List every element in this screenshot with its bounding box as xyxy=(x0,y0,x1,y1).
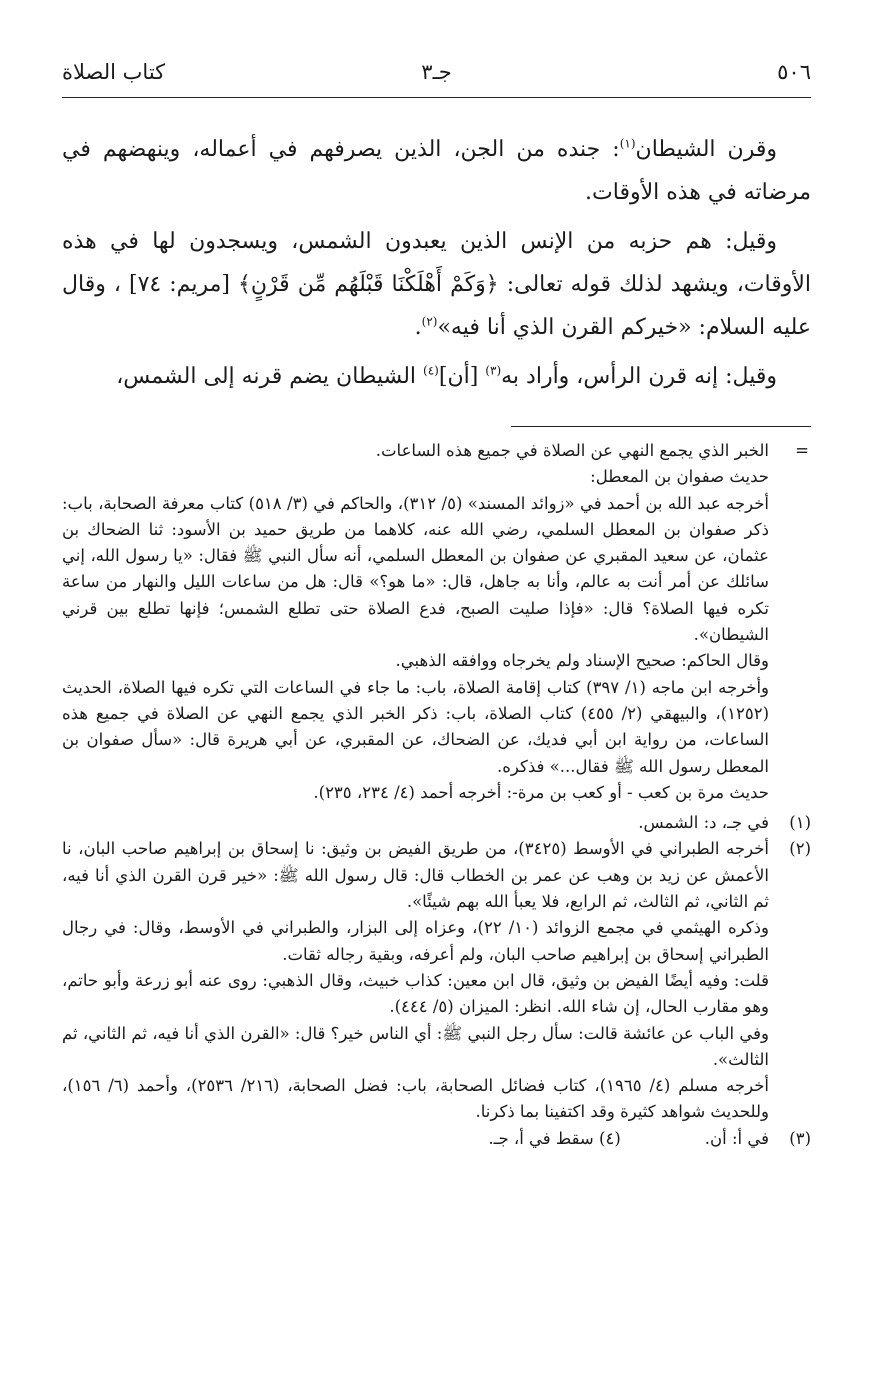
footnote-line: أخرجه عبد الله بن أحمد في «زوائد المسند» (٥/ ٣١٢)، والحاكم في (٣/ ٥١٨) كتاب معرفة الصحابة، باب: ذكر صفوان بن المعطل السلمي، رضي الله عنه، كلاهما من طريق حميد بن الأسود: ثنا الضحاك بن عثمان، عن سعيد المقبري عن صفوان بن المعطل السلمي، أنه سأل النبي ﷺ فقال: «يا رسول الله، إني سائلك عن أمر أنت به عالم، وأنا به جاهل، قال: «ما هو؟» قال: هل من ساعات الليل والنهار من ساعة تكره فيها الصلاة؟ قال: «فإذا صليت الصبح، فدع الصلاة حتى تطلع الشمس؛ فإنها تطلع بين قرني الشيطان». xyxy=(62,493,769,645)
continuation-mark: = xyxy=(795,441,809,460)
footnote-row xyxy=(62,1126,769,1152)
book-title: كتاب الصلاة xyxy=(62,60,166,84)
footnote-rule xyxy=(511,426,811,427)
footnotes xyxy=(62,438,811,1152)
paragraph xyxy=(62,128,811,214)
footnote-label: (٣) xyxy=(789,1128,811,1148)
footnote-2 xyxy=(62,836,811,1125)
text-run: الشيطان يضم قرنه إلى الشمس، xyxy=(116,364,424,389)
footnote-1 xyxy=(62,810,811,836)
footnote-line: وأخرجه ابن ماجه (١/ ٣٩٧) كتاب إقامة الصلاة، باب: ما جاء في الساعات التي تكره فيها الصلاة، الحديث (١٢٥٢)، والبيهقي (٢/ ٤٥٥) كتاب الصلاة، باب: ذكر الخبر الذي يجمع النهي عن الصلاة في جميع هذه الساعات، من رواية ابن أبي فديك، عن الضحاك، عن المقبري، عن أبي هريرة قال: «سأل صفوان بن المعطل رسول الله ﷺ فقال...» فذكره. xyxy=(62,677,769,776)
text-run: وقرن الشيطان xyxy=(635,137,777,162)
footnote-label: (١) xyxy=(789,813,811,833)
text-run: [أن] xyxy=(438,364,486,389)
paragraph xyxy=(62,355,811,398)
footnote-ref: (٢) xyxy=(421,314,438,329)
footnote-line: حديث صفوان بن المعطل: xyxy=(590,467,769,487)
footnote-3-text: في أ: أن. xyxy=(704,1128,769,1148)
running-header xyxy=(62,52,811,92)
footnote-ref: (١) xyxy=(619,136,636,151)
text-run: وقيل: هم حزبه من الإنس الذين يعبدون الشمس، ويسجدون لها في هذه الأوقات، ويشهد لذلك قوله تعالى: ﴿وَكَمْ أَهْلَكْنَا قَبْلَهُم مِّن قَرْنٍ﴾ [مريم: ٧٤] ، وقال عليه السلام: «خيركم القرن الذي أنا فيه» xyxy=(62,229,812,340)
footnote-label: (٢) xyxy=(789,839,811,859)
footnote-line: في جـ، د: الشمس. xyxy=(638,813,769,833)
header-rule xyxy=(62,97,811,98)
page-number: ٥٠٦ xyxy=(777,60,811,84)
footnote-ref: (٤) xyxy=(423,363,439,378)
footnote-ref: (٣) xyxy=(485,363,502,378)
main-text xyxy=(62,128,811,404)
footnote-line: وذكره الهيثمي في مجمع الزوائد (١٠/ ٢٢)، وعزاه إلى البزار، والطبراني في الأوسط، وقال: في رجال الطبراني إسحاق بن إبراهيم صاحب البان، ولم أعرفه، وبقية رجاله ثقات. xyxy=(62,918,769,964)
footnote-3-4 xyxy=(62,1126,811,1152)
footnote-line: وفي الباب عن عائشة قالت: سأل رجل النبي ﷺ: أي الناس خير؟ قال: «القرن الذي أنا فيه، ثم الثاني، ثم الثالث». xyxy=(62,1023,769,1069)
footnote-4-text: (٤) سقط في أ، جـ. xyxy=(488,1128,621,1148)
footnote-line: حديث مرة بن كعب - أو كعب بن مرة-: أخرجه أحمد (٤/ ٢٣٤، ٢٣٥). xyxy=(313,782,769,802)
footnote-line: أخرجه مسلم (٤/ ١٩٦٥)، كتاب فضائل الصحابة، باب: فضل الصحابة، (٢١٦/ ٢٥٣٦)، وأحمد (٦/ ١٥٦)، وللحديث شواهد كثيرة وقد اكتفينا بما ذكرنا. xyxy=(62,1076,770,1122)
footnote-line: أخرجه الطبراني في الأوسط (٣٤٢٥)، من طريق الفيض بن وثيق: نا إسحاق بن إبراهيم صاحب البان، نا الأعمش عن زيد بن وهب عن عمر بن الخطاب قال: قال رسول الله ﷺ: «خير قرن القرن الذي أنا فيه، ثم الثاني، ثم الثالث، ثم الرابع، فلا يعبأ الله بهم شيئًا». xyxy=(62,839,769,912)
footnote-line: قلت: وفيه أيضًا الفيض بن وثيق، قال ابن معين: كذاب خبيث، وقال الذهبي: روى عنه أبو زرعة وأبو حاتم، وهو مقارب الحال، إن شاء الله. انظر: الميزان (٥/ ٤٤٤). xyxy=(62,970,769,1017)
paragraph xyxy=(62,220,811,349)
footnote-line: وقال الحاكم: صحيح الإسناد ولم يخرجاه ووافقه الذهبي. xyxy=(395,651,769,671)
volume-label: جـ٣ xyxy=(421,60,452,84)
text-run: وقيل: إنه قرن الرأس، وأراد به xyxy=(501,364,777,389)
footnote-continuation xyxy=(62,438,811,806)
footnote-line: الخبر الذي يجمع النهي عن الصلاة في جميع هذه الساعات. xyxy=(375,441,769,460)
text-run: . xyxy=(414,315,422,340)
text-run: : جنده من الجن، الذين يصرفهم في أعماله، وينهضهم في مرضاته في هذه الأوقات. xyxy=(62,137,811,205)
